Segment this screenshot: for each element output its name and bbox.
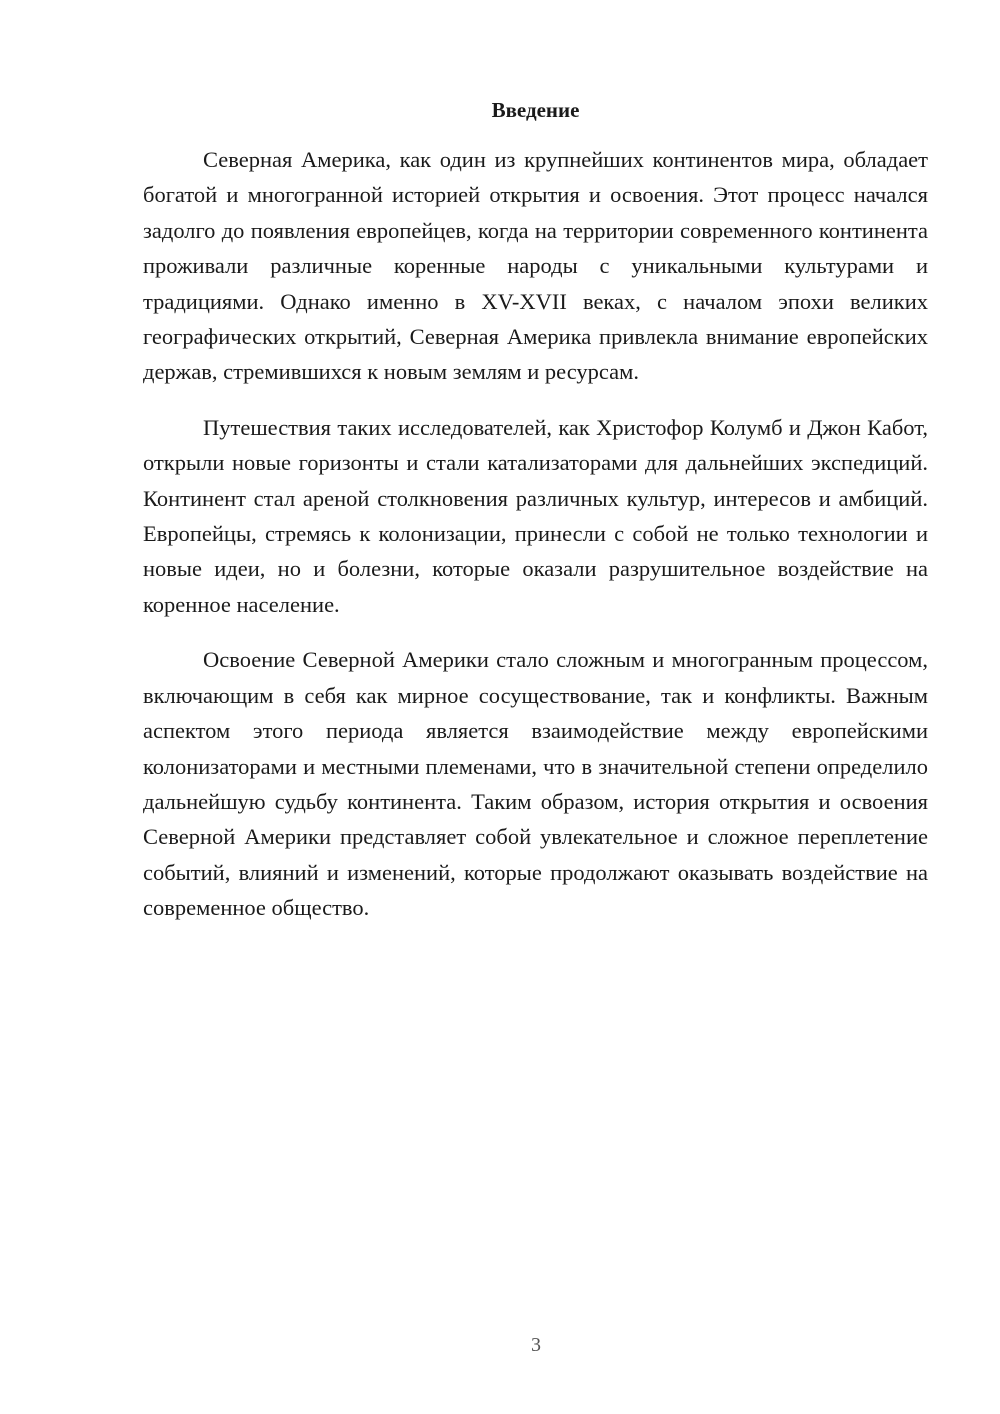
paragraph-2: Путешествия таких исследователей, как Христофор Колумб и Джон Кабот, открыли новые горизонты и стали катализаторами для дальнейших экспедиций. Континент стал ареной столкновения различных культур, интересов и амбиций. Европейцы, стремясь к колонизации, принесли с собой не только технологии и новые идеи, но и болезни, которые оказали разрушительное воздействие на коренное население. — [143, 414, 928, 617]
section-heading: Введение — [491, 98, 580, 122]
paragraph-3: Освоение Северной Америки стало сложным и многогранным процессом, включающим в себя как мирное сосуществование, так и конфликты. Важным аспектом этого периода является взаимодействие между европейскими колонизаторами и местными племенами, что в значительной степени определило дальнейшую судьбу континента. Таким образом, история открытия и освоения Северной Америки представляет собой увлекательное и сложное переплетение событий, влияний и изменений, которые продолжают оказывать воздействие на современное общество. — [143, 647, 928, 921]
paragraph-1: Северная Америка, как один из крупнейших континентов мира, обладает богатой и многогранной историей открытия и освоения. Этот процесс начался задолго до появления европейцев, когда на территории современного континента проживали различные коренные народы с уникальными культурами и традициями. Однако именно в XV-XVII веках, с началом эпохи великих географических открытий, Северная Америка привлекла внимание европейских держав, стремившихся к новым землям и ресурсам. — [143, 147, 928, 385]
page-number: 3 — [531, 1334, 541, 1356]
page-content — [143, 93, 928, 946]
